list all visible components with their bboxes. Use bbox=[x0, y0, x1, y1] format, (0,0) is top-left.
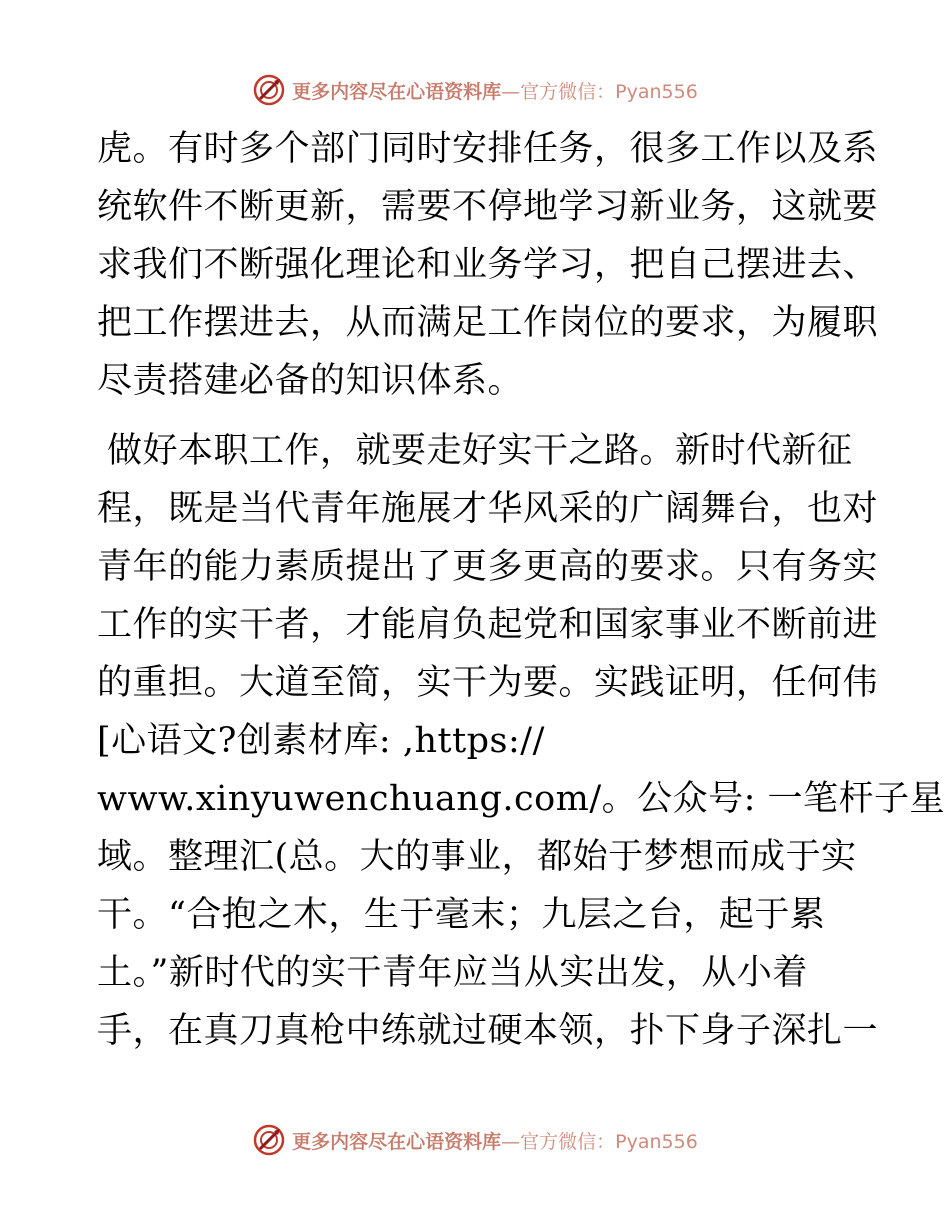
text-line: 虎。有时多个部门同时安排任务，很多工作以及系 bbox=[97, 129, 879, 169]
text-line: 把工作摆进去，从而满足工作岗位的要求，为履职 bbox=[97, 303, 879, 343]
text-line: 程，既是当代青年施展才华风采的广阔舞台，也对 bbox=[97, 489, 879, 529]
footer-banner bbox=[0, 1120, 950, 1160]
header-banner bbox=[0, 70, 950, 110]
text-line: 求我们不断强化理论和业务学习，把自己摆进去、 bbox=[97, 245, 879, 285]
brand-logo-icon bbox=[252, 1123, 286, 1157]
footer-banner-text: 更多内容尽在心语资料库—官方微信：Pyan556 bbox=[292, 1130, 698, 1153]
document-body bbox=[97, 120, 946, 1060]
text-line: 手，在真刀真枪中练就过硬本领，扑下身子深扎一 bbox=[97, 1011, 879, 1051]
text-line: 工作的实干者，才能肩负起党和国家事业不断前进 bbox=[97, 605, 879, 645]
text-line: 做好本职工作，就要走好实干之路。新时代新征 bbox=[107, 431, 853, 471]
text-line: [心语文?创素材库: ,https:// bbox=[97, 721, 545, 761]
text-line: 干。“合抱之木，生于毫末；九层之台，起于累 bbox=[97, 895, 826, 935]
paragraph-1 bbox=[97, 120, 879, 410]
text-line: 域。整理汇(总。大的事业，都始于梦想而成于实 bbox=[97, 837, 857, 877]
header-banner-text: 更多内容尽在心语资料库—官方微信：Pyan556 bbox=[292, 80, 698, 103]
brand-logo-icon bbox=[252, 73, 286, 107]
text-line: 的重担。大道至简，实干为要。实践证明，任何伟 bbox=[97, 663, 879, 703]
text-line: 统软件不断更新，需要不停地学习新业务，这就要 bbox=[97, 187, 879, 227]
text-line: 青年的能力素质提出了更多更高的要求。只有务实 bbox=[97, 547, 879, 587]
text-line: www.xinyuwenchuang.com/。公众号: 一笔杆子星 bbox=[97, 779, 946, 819]
text-line: 土。”新时代的实干青年应当从实出发，从小着 bbox=[97, 953, 808, 993]
paragraph-2 bbox=[97, 422, 946, 1060]
text-line: 尽责搭建必备的知识体系。 bbox=[97, 361, 524, 401]
